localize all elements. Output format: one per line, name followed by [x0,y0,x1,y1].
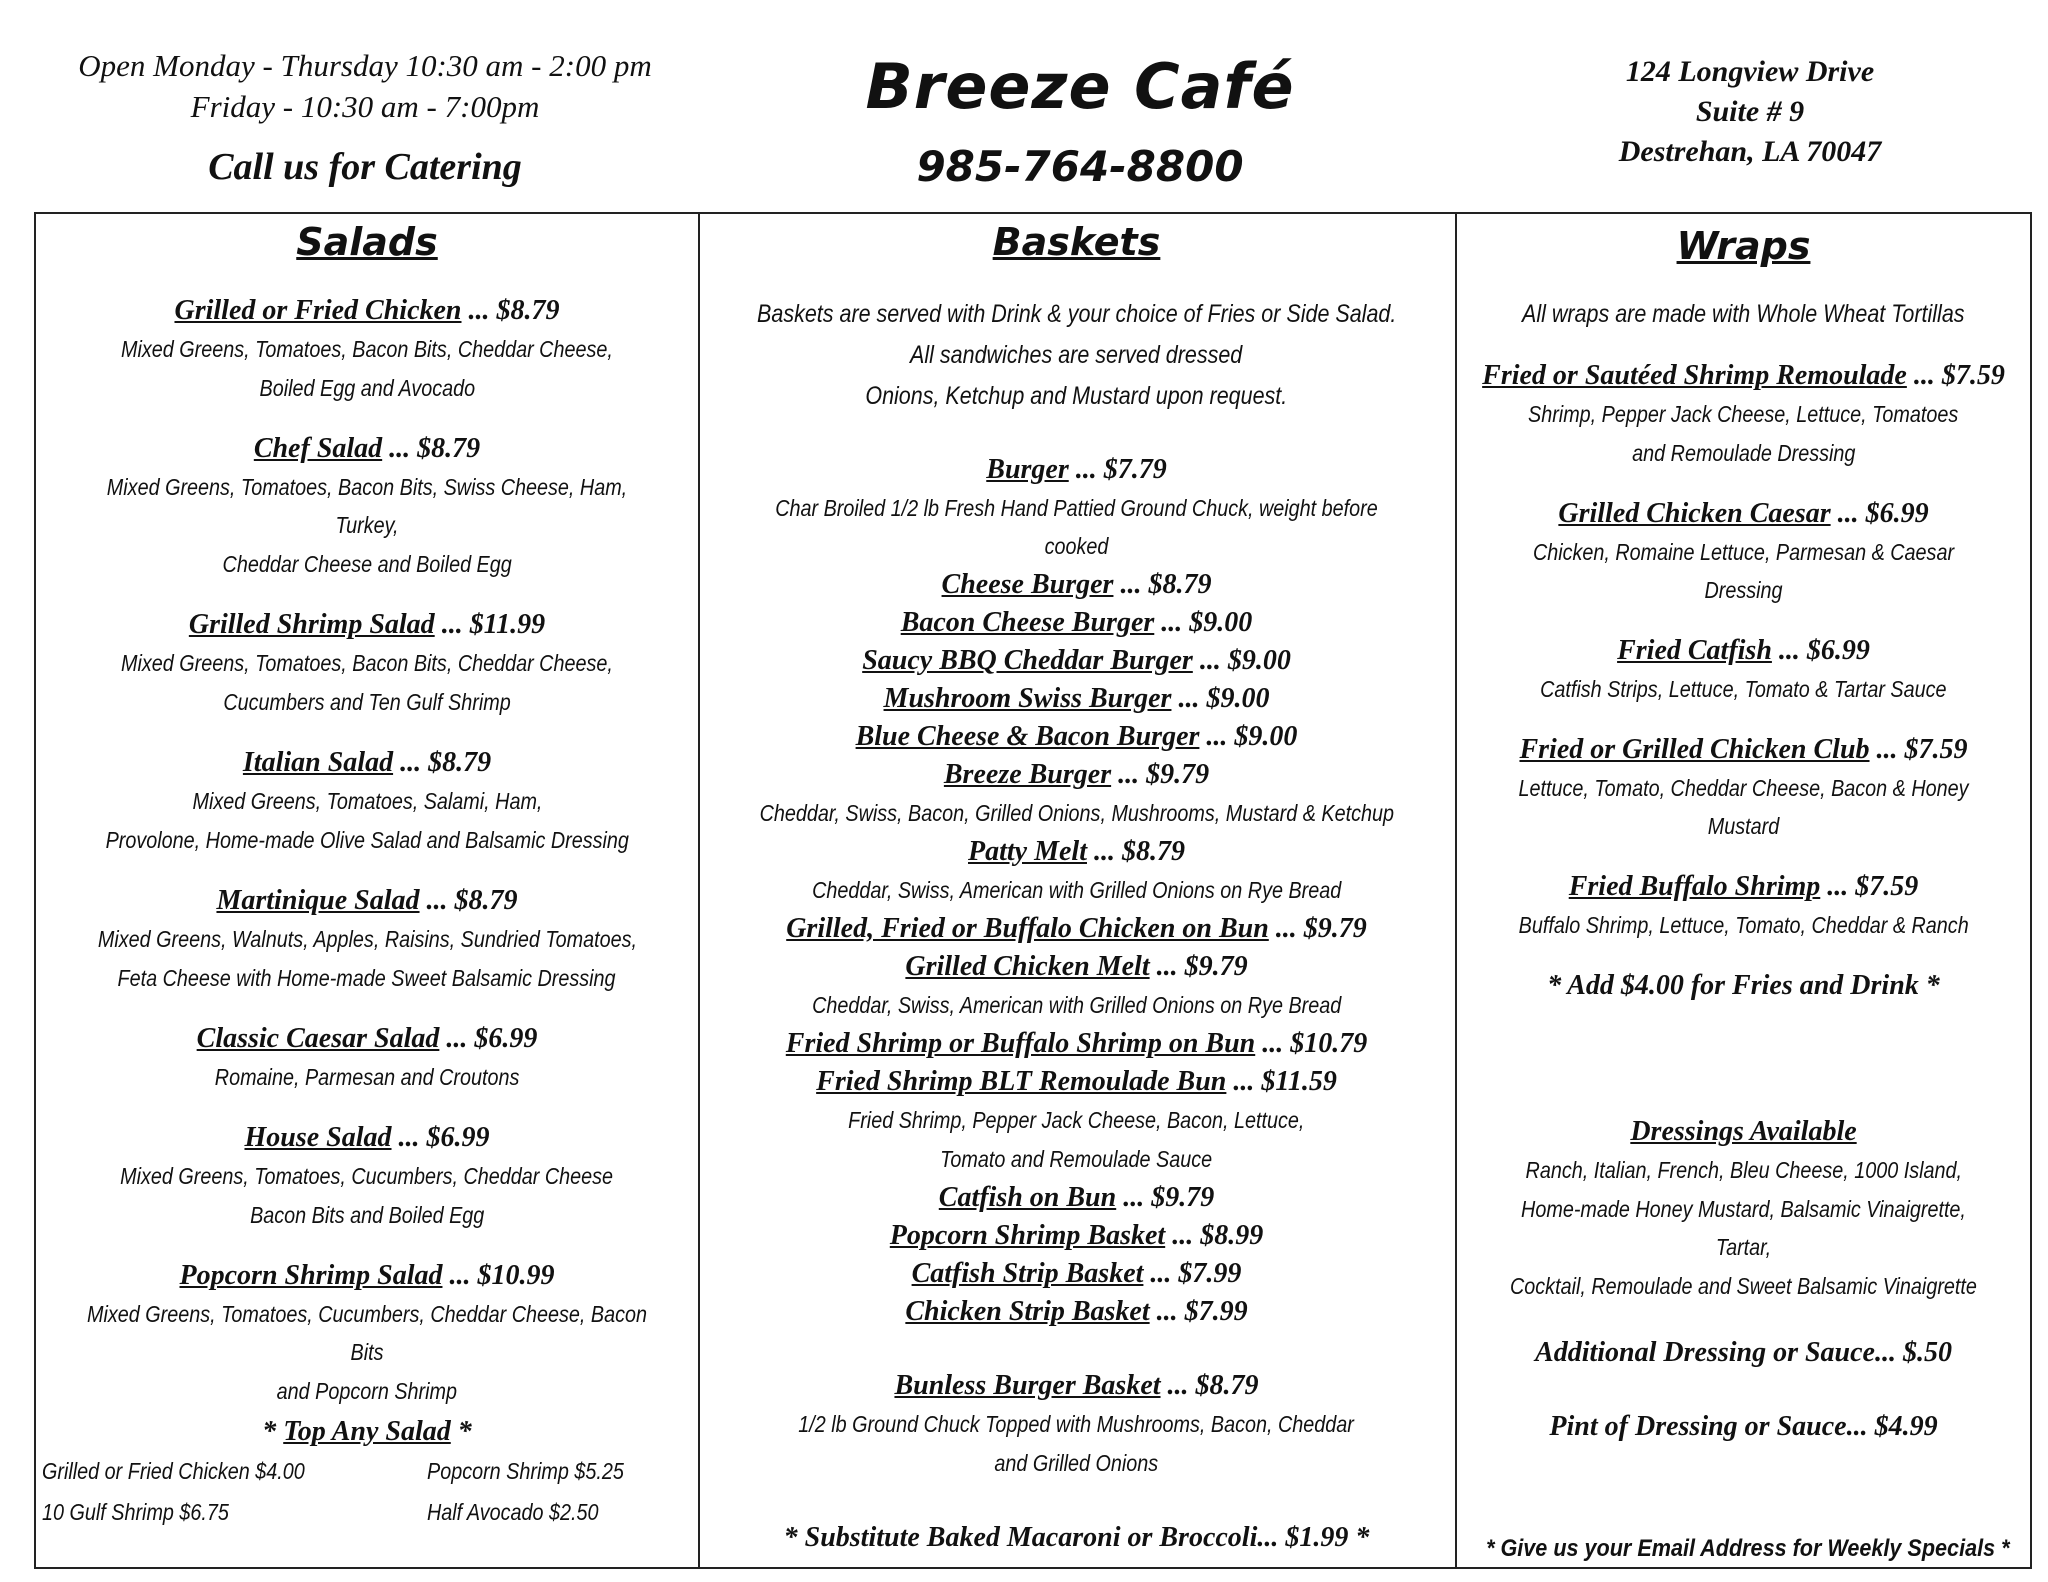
menu-item-name: Blue Cheese & Bacon Burger [855,721,1200,752]
menu-item-description: Cheddar, Swiss, American with Grilled Onions on Rye Bread [811,877,1342,903]
menu-item-description: Shrimp, Pepper Jack Cheese, Lettuce, Tomatoes [1528,401,1959,427]
menu-item-price: $9.79 [1184,951,1248,982]
menu-item-description: and Popcorn Shrimp [276,1378,458,1404]
catering-note: Call us for Catering [208,146,522,188]
menu-item-description: Cheddar, Swiss, American with Grilled Onions on Rye Bread [811,992,1342,1018]
menu-item-name: Breeze Burger [943,759,1112,790]
menu-item [1455,495,2032,610]
menu-item-title: Grilled, Fried or Buffalo Chicken on Bun ... $9.79 [786,913,1367,944]
menu-item-price: $9.00 [1234,721,1298,752]
menu-item-title: Breeze Burger ... $9.79 [943,759,1210,790]
menu-item [36,1257,698,1411]
menu-item-description: Provolone, Home-made Olive Salad and Balsamic Dressing [105,827,629,853]
baskets-column [698,214,1457,1567]
baskets-list [698,451,1455,1331]
menu-item-name: Fried Shrimp BLT Remoulade Bun [816,1066,1227,1097]
menu-item-name: Popcorn Shrimp Salad [179,1260,443,1291]
menu-item-title: Saucy BBQ Cheddar Burger ... $9.00 [862,645,1291,676]
menu-item-title: Chef Salad ... $8.79 [253,433,481,464]
menu-item-title: Popcorn Shrimp Salad ... $10.99 [179,1260,555,1291]
menu-item-description: Mixed Greens, Tomatoes, Salami, Ham, [192,788,542,814]
menu-item-price: $11.59 [1261,1066,1337,1097]
menu-item-title: Grilled Chicken Melt ... $9.79 [905,951,1248,982]
menu-item-name: Fried or Grilled Chicken Club [1519,734,1870,765]
menu-item [698,1179,1455,1217]
menu-item-title: Blue Cheese & Bacon Burger ... $9.00 [855,721,1298,752]
menu-item [698,718,1455,756]
salads-list [36,292,698,1411]
menu-item-name: Fried Buffalo Shrimp [1568,871,1821,902]
menu-item-title: Patty Melt ... $8.79 [968,836,1185,867]
menu-item-price: $9.79 [1151,1182,1215,1213]
menu-item-price: $8.79 [1121,836,1185,867]
menu-item-description: Char Broiled 1/2 lb Fresh Hand Pattied Ground Chuck, weight before cooked [775,495,1378,559]
menu-item-price: $6.99 [426,1122,490,1153]
menu-item-title: Fried or Grilled Chicken Club ... $7.59 [1519,734,1968,765]
menu-item-description: Catfish Strips, Lettuce, Tomato & Tartar Sauce [1540,676,1947,702]
menu-item-title: Bacon Cheese Burger ... $9.00 [900,607,1253,638]
hours-line-weekdays: Open Monday - Thursday 10:30 am - 2:00 pm [78,48,652,83]
menu-item-name: Catfish Strip Basket [911,1258,1144,1289]
menu-item-title: Catfish on Bun ... $9.79 [938,1182,1215,1213]
wraps-list [1455,357,2032,945]
menu-item-title: Martinique Salad ... $8.79 [216,885,518,916]
menu-item-title: Italian Salad ... $8.79 [242,747,492,778]
menu-item-price: $7.59 [1855,871,1919,902]
topping-item: Popcorn Shrimp $5.25 [427,1458,624,1484]
menu-item-description: Feta Cheese with Home-made Sweet Balsamic Dressing [117,965,616,991]
menu-item-price: $9.00 [1189,607,1253,638]
menu-item-name: Fried Catfish [1617,635,1772,666]
menu-item-price: $9.79 [1146,759,1210,790]
menu-item-price: $11.99 [469,609,546,640]
menu-item-price: $8.79 [496,295,560,326]
menu-item-name: Italian Salad [242,747,394,778]
menu-item-title: Fried or Sautéed Shrimp Remoulade ... $7.59 [1482,360,2005,391]
menu-item-title: Fried Shrimp or Buffalo Shrimp on Bun ... $10.79 [785,1028,1368,1059]
menu-item-price: $8.99 [1200,1220,1264,1251]
dressings-list [1455,1151,2032,1306]
menu-item-price: $8.79 [417,433,481,464]
menu-item-name: House Salad [244,1122,392,1153]
topping-item: Grilled or Fried Chicken $4.00 [42,1458,305,1484]
menu-item-name: Mushroom Swiss Burger [883,683,1172,714]
topping-item: 10 Gulf Shrimp $6.75 [42,1499,229,1525]
menu-item-title: Cheese Burger ... $8.79 [941,569,1212,600]
menu-item-price: $9.00 [1206,683,1270,714]
menu-item-name: Burger [986,454,1069,485]
menu-item-name: Chef Salad [253,433,383,464]
menu-item-name: Fried or Sautéed Shrimp Remoulade [1482,360,1907,391]
topping-item: Half Avocado $2.50 [427,1499,599,1525]
address-street: 124 Longview Drive [1625,55,1875,88]
menu-item-description: Chicken, Romaine Lettuce, Parmesan & Caesar Dressing [1532,539,1955,603]
menu-item-description: Lettuce, Tomato, Cheddar Cheese, Bacon & Honey Mustard [1518,775,1969,839]
menu-item-title: House Salad ... $6.99 [244,1122,490,1153]
menu-item [698,948,1455,1025]
menu-item-title: Grilled Shrimp Salad ... $11.99 [188,609,546,640]
menu-item-title: Grilled Chicken Caesar ... $6.99 [1558,498,1929,529]
menu-item-name: Patty Melt [968,836,1087,867]
menu-item-description: 1/2 lb Ground Chuck Topped with Mushrooms, Bacon, Cheddar [798,1411,1355,1437]
menu-item-name: Cheese Burger [941,569,1114,600]
dressings-heading: Dressings Available [1630,1116,1857,1147]
menu-item [1455,357,2032,473]
menu-item [698,566,1455,604]
menu-item [36,1020,698,1097]
menu-item [698,1293,1455,1331]
menu-item-price: $8.79 [1195,1370,1259,1401]
menu-item-description: Boiled Egg and Avocado [259,375,475,401]
salads-heading: Salads [296,220,438,264]
menu-item-price: $7.59 [1941,360,2005,391]
menu-item-description: Romaine, Parmesan and Croutons [214,1064,520,1090]
menu-item-price: $6.99 [1806,635,1870,666]
menu-item-title: Fried Shrimp BLT Remoulade Bun ... $11.59 [816,1066,1337,1097]
menu-item-title: Classic Caesar Salad ... $6.99 [196,1023,538,1054]
menu-item [698,1063,1455,1179]
pint-dressing-price: Pint of Dressing or Sauce... $4.99 [1549,1411,1938,1442]
menu-item-title: Fried Catfish ... $6.99 [1617,635,1870,666]
menu-item-title: Catfish Strip Basket ... $7.99 [911,1258,1242,1289]
menu-item-name: Grilled Chicken Melt [905,951,1150,982]
menu-item [698,756,1455,833]
menu-item [1455,632,2032,709]
phone-number: 985-764-8800 [916,142,1244,191]
menu-item-title: Burger ... $7.79 [986,454,1167,485]
address-city: Destrehan, LA 70047 [1618,135,1882,168]
top-any-salad-label: * Top Any Salad * [262,1416,472,1447]
menu-item-name: Fried Shrimp or Buffalo Shrimp on Bun [785,1028,1256,1059]
menu-item [36,606,698,722]
menu-item-price: $8.79 [1148,569,1212,600]
menu-item-name: Catfish on Bun [938,1182,1117,1213]
menu-item-price: $8.79 [428,747,492,778]
menu-item [1455,731,2032,846]
additional-dressing-price: Additional Dressing or Sauce... $.50 [1535,1337,1952,1368]
email-specials-note: * Give us your Email Address for Weekly Specials * [1486,1535,2010,1562]
menu-item-price: $7.59 [1904,734,1968,765]
menu-item-price: $7.79 [1103,454,1167,485]
address [1540,52,1960,172]
menu-item-title: Grilled or Fried Chicken ... $8.79 [174,295,560,326]
menu-item [36,882,698,998]
menu-item-description: Cheddar Cheese and Boiled Egg [222,551,512,577]
menu-item-name: Martinique Salad [216,885,420,916]
menu-item-name: Grilled Chicken Caesar [1558,498,1831,529]
menu-item-title: Chicken Strip Basket ... $7.99 [905,1296,1248,1327]
menu-item-description: Mixed Greens, Tomatoes, Bacon Bits, Cheddar Cheese, [121,336,613,362]
menu-item [36,292,698,408]
menu-item-price: $6.99 [474,1023,538,1054]
wraps-heading: Wraps [1676,224,1811,268]
menu-item [698,1217,1455,1255]
menu-item-description: Cucumbers and Ten Gulf Shrimp [223,689,511,715]
brand-title: Breeze Café [865,50,1295,123]
menu-item-description: Bacon Bits and Boiled Egg [249,1202,485,1228]
menu-item-description: Fried Shrimp, Pepper Jack Cheese, Bacon, Lettuce, [848,1107,1305,1133]
menu-item [698,833,1455,910]
menu-item [698,604,1455,642]
menu-item-name: Bunless Burger Basket [894,1370,1161,1401]
menu-item [698,910,1455,948]
menu-item-name: Grilled or Fried Chicken [174,295,462,326]
menu-item-description: Mixed Greens, Tomatoes, Cucumbers, Cheddar Cheese, Bacon Bits [87,1301,647,1365]
business-hours [55,45,675,127]
menu-item-price: $6.99 [1865,498,1929,529]
substitute-note: * Substitute Baked Macaroni or Broccoli... $1.99 * [783,1522,1370,1553]
menu-item-description: Mixed Greens, Tomatoes, Cucumbers, Cheddar Cheese [120,1163,614,1189]
menu-item [698,1367,1455,1483]
menu-item-description: Mixed Greens, Tomatoes, Bacon Bits, Swiss Cheese, Ham, Turkey, [106,474,628,538]
hours-line-friday: Friday - 10:30 am - 7:00pm [190,89,540,124]
menu-item [36,744,698,860]
menu-item-price: $9.79 [1303,913,1367,944]
menu-item-description: Tomato and Remoulade Sauce [940,1146,1213,1172]
menu-item-name: Popcorn Shrimp Basket [889,1220,1166,1251]
menu-item-price: $7.99 [1184,1296,1248,1327]
bunless-burger-basket [698,1367,1455,1483]
menu-board [34,212,2032,1569]
menu-item-price: $9.00 [1227,645,1291,676]
menu-item-price: $7.99 [1178,1258,1242,1289]
menu-item-name: Saucy BBQ Cheddar Burger [862,645,1193,676]
menu-item-name: Grilled Shrimp Salad [188,609,435,640]
menu-item [36,430,698,584]
menu-item [698,451,1455,566]
menu-item-name: Bacon Cheese Burger [900,607,1155,638]
dressings-line: Ranch, Italian, French, Bleu Cheese, 1000 Island, [1525,1157,1962,1183]
menu-item-description: Mixed Greens, Walnuts, Apples, Raisins, Sundried Tomatoes, [97,926,637,952]
dressings-line: Home-made Honey Mustard, Balsamic Vinaigrette, Tartar, [1521,1196,1966,1260]
salads-column [36,214,700,1567]
menu-item [1455,868,2032,945]
baskets-intro [698,294,1455,417]
top-any-salad-text: Top Any Salad [283,1416,451,1447]
wraps-column [1455,214,2032,1567]
menu-item [36,1119,698,1235]
add-fries-drink-note: * Add $4.00 for Fries and Drink * [1547,970,1940,1001]
wraps-intro: All wraps are made with Whole Wheat Tortillas [1522,300,1965,328]
menu-item-price: $8.79 [454,885,518,916]
menu-item-title: Bunless Burger Basket ... $8.79 [894,1370,1259,1401]
menu-item [698,680,1455,718]
menu-item [698,642,1455,680]
menu-item-description: and Grilled Onions [994,1450,1159,1476]
baskets-intro-line: All sandwiches are served dressed [910,341,1243,369]
address-suite: Suite # 9 [1695,95,1805,128]
menu-item-description: and Remoulade Dressing [1631,440,1856,466]
dressings-line: Cocktail, Remoulade and Sweet Balsamic Vinaigrette [1510,1273,1977,1299]
menu-item [698,1255,1455,1293]
menu-item-name: Grilled, Fried or Buffalo Chicken on Bun [786,913,1269,944]
menu-item-price: $10.79 [1290,1028,1368,1059]
menu-item-price: $10.99 [477,1260,555,1291]
menu-item-title: Fried Buffalo Shrimp ... $7.59 [1568,871,1919,902]
baskets-intro-line: Onions, Ketchup and Mustard upon request. [865,382,1288,410]
baskets-intro-line: Baskets are served with Drink & your choice of Fries or Side Salad. [756,300,1397,328]
menu-item-title: Popcorn Shrimp Basket ... $8.99 [889,1220,1264,1251]
menu-item-description: Cheddar, Swiss, Bacon, Grilled Onions, Mushrooms, Mustard & Ketchup [759,800,1394,826]
menu-item-name: Chicken Strip Basket [905,1296,1150,1327]
menu-item-name: Classic Caesar Salad [196,1023,440,1054]
salad-toppings [42,1451,692,1533]
menu-item-title: Mushroom Swiss Burger ... $9.00 [883,683,1270,714]
menu-item-description: Mixed Greens, Tomatoes, Bacon Bits, Cheddar Cheese, [121,650,613,676]
menu-item-description: Buffalo Shrimp, Lettuce, Tomato, Cheddar & Ranch [1518,912,1969,938]
baskets-heading: Baskets [992,220,1161,264]
menu-item [698,1025,1455,1063]
